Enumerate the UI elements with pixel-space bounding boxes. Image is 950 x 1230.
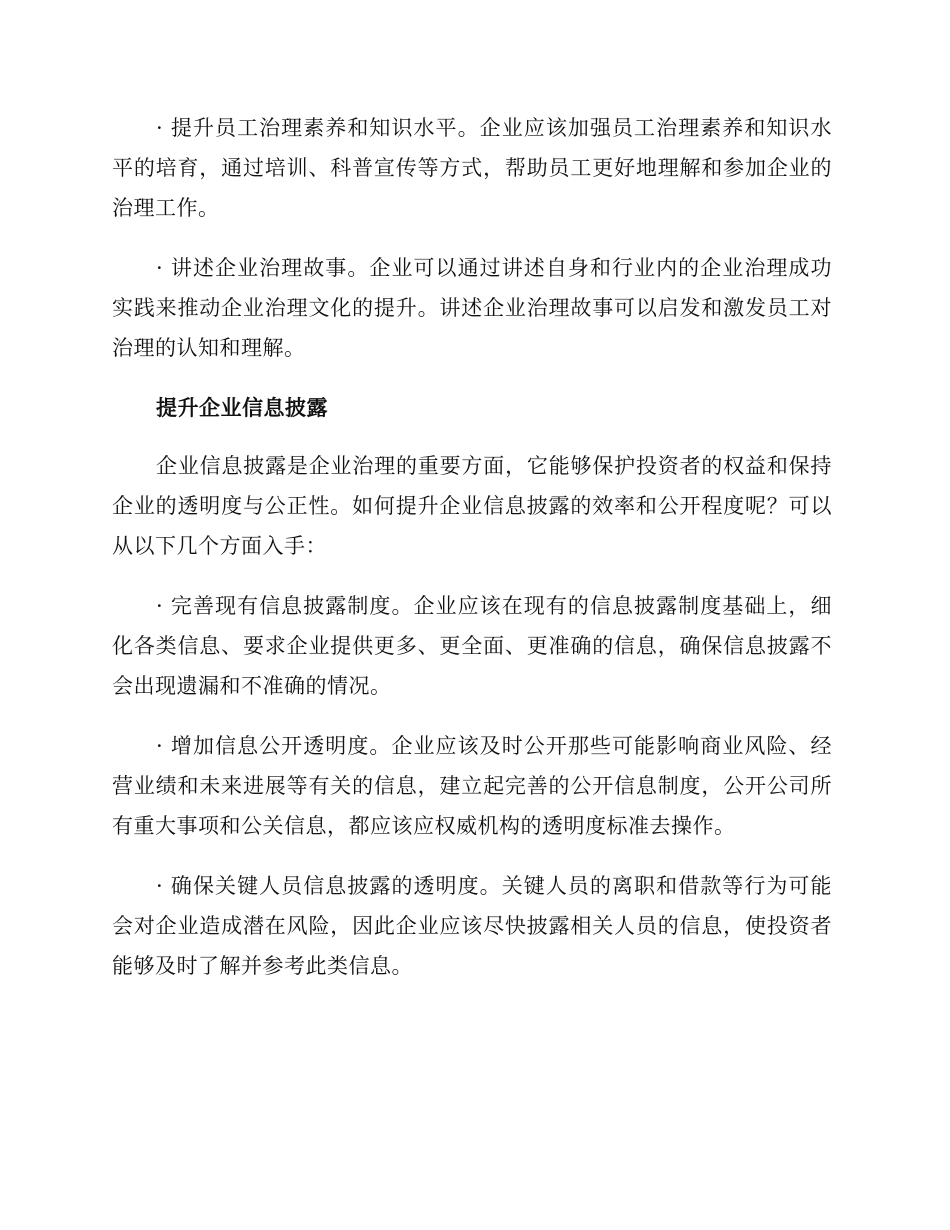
bullet-paragraph-governance-stories: · 讲述企业治理故事。企业可以通过讲述自身和行业内的企业治理成功实践来推动企业治理文化的提升。讲述企业治理故事可以启发和激发员工对治理的认知和理解。 xyxy=(112,256,832,360)
bullet-paragraph-transparency: · 增加信息公开透明度。企业应该及时公开那些可能影响商业风险、经营业绩和未来进展等有关的信息，建立起完善的公开信息制度，公开公司所有重大事项和公关信息，都应该应权威机构的透明度标准去操作。 xyxy=(112,734,832,838)
document-page xyxy=(112,108,832,1006)
bullet-paragraph-key-personnel: · 确保关键人员信息披露的透明度。关键人员的离职和借款等行为可能会对企业造成潜在风险，因此企业应该尽快披露相关人员的信息，使投资者能够及时了解并参考此类信息。 xyxy=(112,874,832,978)
bullet-paragraph-improve-system: · 完善现有信息披露制度。企业应该在现有的信息披露制度基础上，细化各类信息、要求企业提供更多、更全面、更准确的信息，确保信息披露不会出现遗漏和不准确的情况。 xyxy=(112,594,832,698)
body-paragraph-disclosure-intro: 企业信息披露是企业治理的重要方面，它能够保护投资者的权益和保持企业的透明度与公正性。如何提升企业信息披露的效率和公开程度呢？可以从以下几个方面入手： xyxy=(112,454,832,558)
bullet-paragraph-employee-literacy: · 提升员工治理素养和知识水平。企业应该加强员工治理素养和知识水平的培育，通过培训、科普宣传等方式，帮助员工更好地理解和参加企业的治理工作。 xyxy=(112,116,832,220)
section-heading-disclosure: 提升企业信息披露 xyxy=(156,396,328,420)
